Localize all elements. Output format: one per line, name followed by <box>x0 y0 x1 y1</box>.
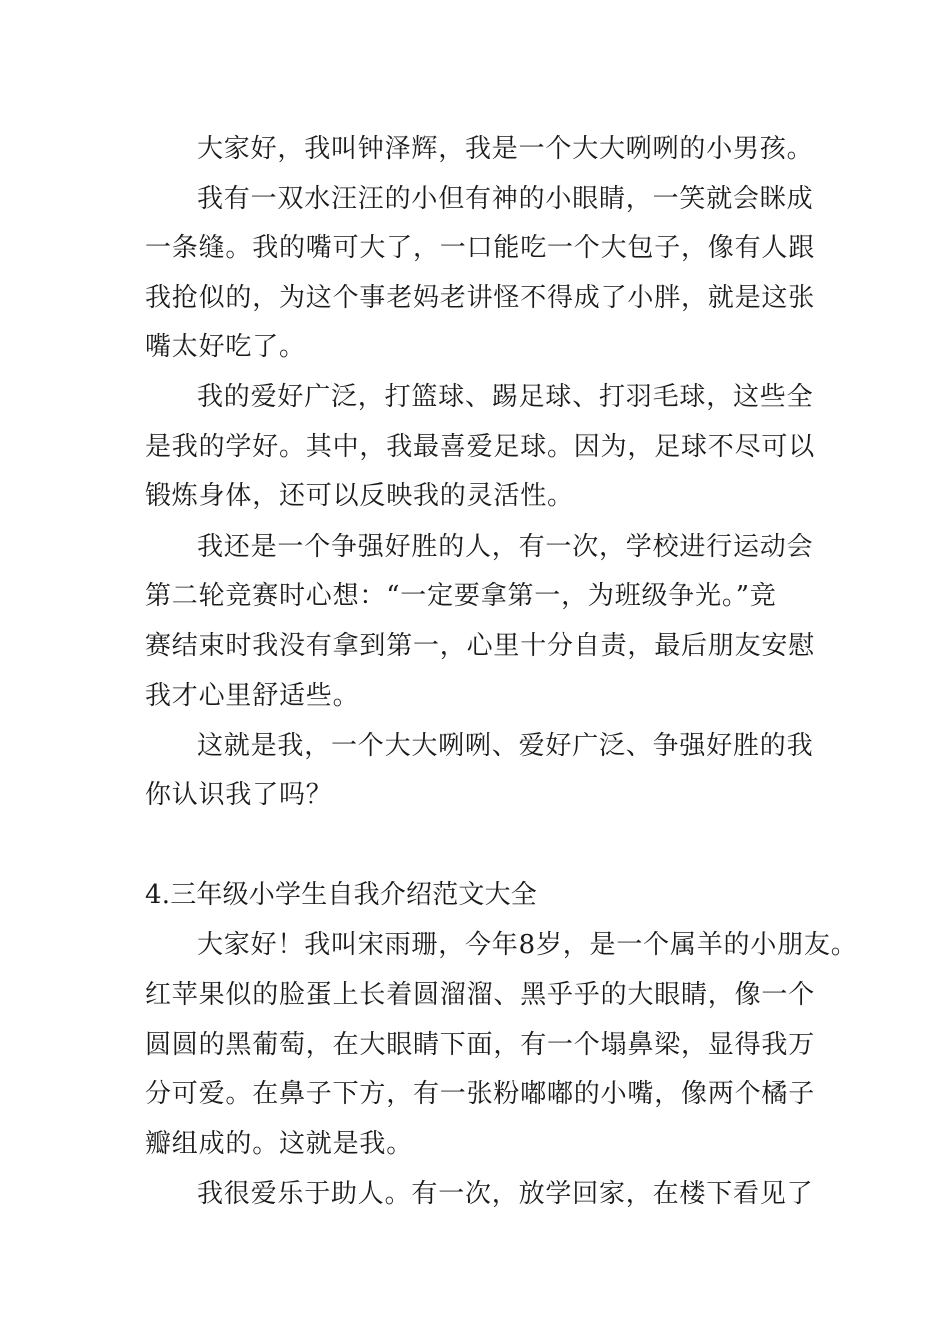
section-4-paragraph-1-line-3: 圆圆的黑葡萄，在大眼睛下面，有一个塌鼻梁，显得我万 <box>145 1030 816 1060</box>
paragraph-4-line-4: 我才心里舒适些。 <box>145 681 360 711</box>
section-4-paragraph-1-line-1: 大家好！我叫宋雨珊，今年8岁，是一个属羊的小朋友。 <box>197 930 858 960</box>
paragraph-5-line-1: 这就是我，一个大大咧咧、爱好广泛、争强好胜的我 <box>197 731 814 761</box>
paragraph-3-line-1: 我的爱好广泛，打篮球、踢足球、打羽毛球，这些全 <box>197 382 814 412</box>
section-4-paragraph-2-line-1: 我很爱乐于助人。有一次，放学回家，在楼下看见了 <box>197 1179 814 1209</box>
paragraph-4-line-3: 赛结束时我没有拿到第一，心里十分自责，最后朋友安慰 <box>145 631 816 661</box>
section-heading: 4.三年级小学生自我介绍范文大全 <box>145 880 538 910</box>
section-4-paragraph-1-line-5: 瓣组成的。这就是我。 <box>145 1129 414 1159</box>
paragraph-3-line-3: 锻炼身体，还可以反映我的灵活性。 <box>145 481 574 511</box>
paragraph-2-line-2: 一条缝。我的嘴可大了，一口能吃一个大包子，像有人跟 <box>145 233 816 263</box>
paragraph-1-line-1: 大家好，我叫钟泽辉，我是一个大大咧咧的小男孩。 <box>197 134 814 164</box>
section-4-paragraph-1-line-4: 分可爱。在鼻子下方，有一张粉嘟嘟的小嘴，像两个橘子 <box>145 1079 816 1109</box>
paragraph-2-line-4: 嘴太好吃了。 <box>145 332 306 362</box>
paragraph-4-line-2: 第二轮竞赛时心想：“一定要拿第一，为班级争光。”竞 <box>145 581 777 611</box>
paragraph-5-line-2: 你认识我了吗？ <box>145 780 333 810</box>
paragraph-4-line-1: 我还是一个争强好胜的人，有一次，学校进行运动会 <box>197 532 814 562</box>
paragraph-2-line-3: 我抢似的，为这个事老妈老讲怪不得成了小胖，就是这张 <box>145 283 816 313</box>
paragraph-2-line-1: 我有一双水汪汪的小但有神的小眼睛，一笑就会眯成 <box>197 184 814 214</box>
section-4-paragraph-1-line-2: 红苹果似的脸蛋上长着圆溜溜、黑乎乎的大眼睛，像一个 <box>145 980 816 1010</box>
paragraph-3-line-2: 是我的学好。其中，我最喜爱足球。因为，足球不尽可以 <box>145 432 816 462</box>
